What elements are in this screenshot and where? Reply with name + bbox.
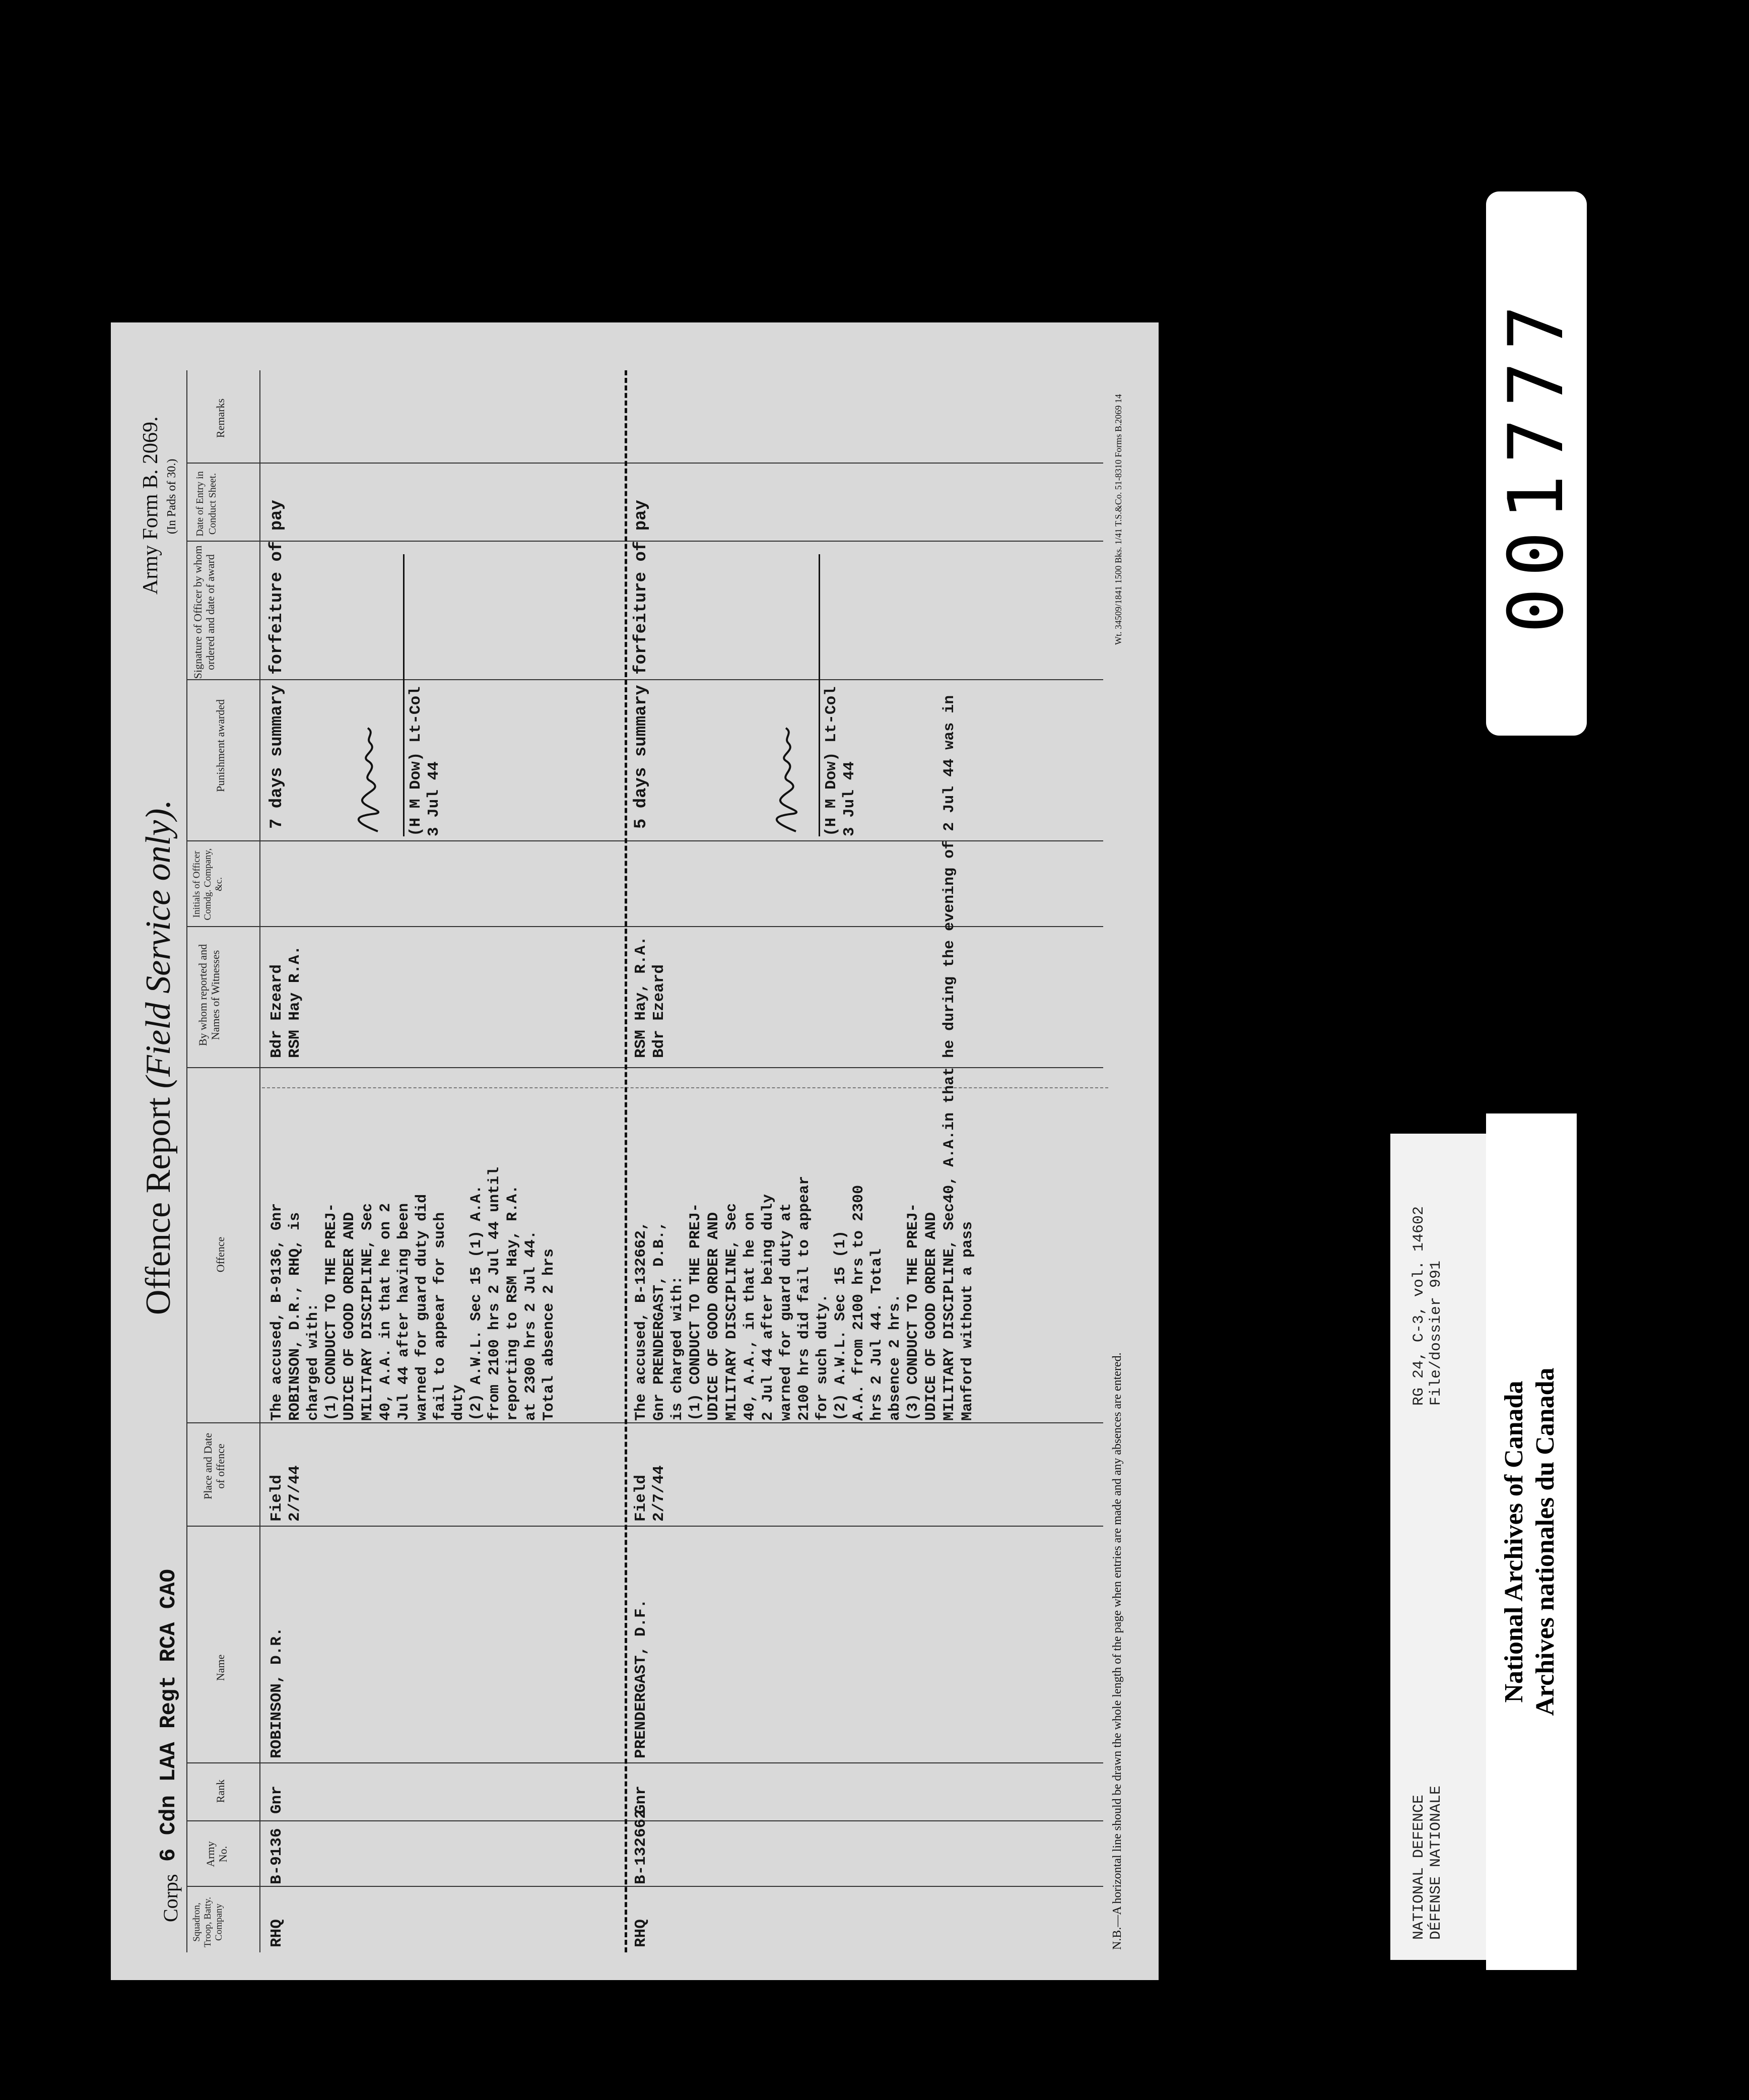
entry-2-rank: Gnr (632, 1786, 650, 1814)
entry-2-signature-rule (819, 554, 820, 836)
nac-name-en: National Archives of Canada (1500, 1381, 1528, 1703)
col-header-place-date: Place and Date of offence (201, 1433, 227, 1499)
dept-fr: DÉFENSE NATIONALE (1428, 1785, 1445, 1940)
col-header-squadron: Squadron, Troop, Batty. Company (191, 1897, 224, 1947)
frame-number-label (1486, 191, 1587, 736)
offence-report-form (111, 322, 1159, 1980)
entry-1-signature-rule (403, 554, 405, 836)
entry-1-officer: (H M Dow) Lt-Col (407, 686, 425, 836)
army-form-number: Army Form B. 2069. (139, 416, 162, 595)
dept-en: NATIONAL DEFENCE (1410, 1794, 1428, 1940)
entry-1-squadron: RHQ (268, 1919, 286, 1947)
entry-2-squadron: RHQ (632, 1919, 650, 1947)
report-title-sub: (Field Service only). (139, 800, 178, 1089)
entry-1-name: ROBINSON, D.R. (268, 1627, 286, 1758)
nac-name-fr: Archives nationales du Canada (1531, 1367, 1560, 1716)
footnote: N.B.—A horizontal line should be drawn the whole length of the page when entries are made and any absences are entered. (1111, 1352, 1124, 1950)
entry-2-army-no: B-132662 (632, 1809, 650, 1884)
col-header-offence: Offence (214, 1236, 227, 1273)
entry-1-date: 2/7/44 (286, 1465, 304, 1522)
corps-label: Corps (159, 1874, 182, 1922)
entry-2-punishment: 5 days summary forfeiture of pay (632, 500, 651, 829)
col-header-name: Name (214, 1654, 227, 1681)
national-archives-text (1486, 1113, 1577, 1970)
entry-1-rank: Gnr (268, 1786, 286, 1814)
entry-2-award-date: 3 Jul 44 (841, 761, 858, 836)
entry-2-offence: The accused, B-132662, Gnr PRENDERGAST, D.B., is charged with: (1) CONDUCT TO THE PREJ- UDICE OF GOOD ORDER AND MILITARY DISCIPLINE, Sec 40, A.A., in that he on 2 Jul 44 after being duly warned for guard duty at 2100 hrs did fail to appear for such duty. (2) A.W.L. Sec 15 (1) A.A. from 2100 hrs to 2300 hrs 2 Jul 44. Total absence 2 hrs. (3) CONDUCT TO THE PREJ- UDICE OF GOOD ORDER AND MILITARY DISCIPLINE, Sec40, A.A.in that he during the evening of 2 Jul 44 was in Manford without a pass (633, 695, 976, 1421)
col-header-punishment: Punishment awarded (214, 699, 227, 792)
entry-2-officer: (H M Dow) Lt-Col (823, 686, 840, 836)
col-header-signature: Signature of Officer by whom ordered and date of award (191, 545, 217, 679)
entry-1-army-no: B-9136 (268, 1828, 286, 1884)
printer-imprint: Wt. 34509/1841 1500 Bks. 1/41 T.S.&Co. 51-8310 Forms B.2069 14 (1113, 394, 1123, 645)
entry-1-signature (348, 705, 393, 836)
entry-1-award-date: 3 Jul 44 (425, 761, 443, 836)
header-top-rule (186, 370, 187, 1952)
col-header-reported-by: By whom reported and Names of Witnesses (196, 944, 222, 1046)
entry-separator (625, 370, 627, 1952)
offence-report-card (111, 322, 1159, 1980)
entry-2-date: 2/7/44 (650, 1465, 668, 1522)
national-archives-label (1486, 1113, 1577, 1970)
report-title (139, 800, 179, 1315)
entry-2-reported-by: RSM Hay, R.A. Bdr Ezeard (632, 936, 668, 1058)
archive-reference-1: RG 24, C-3, vol. 14602 (1410, 1206, 1428, 1406)
corps-value: 6 Cdn LAA Regt RCA CAO (156, 1569, 181, 1862)
col-header-army-no: Army No. (204, 1841, 229, 1867)
frame-number: 001777 (1493, 294, 1580, 633)
col-rule-4 (186, 1526, 1103, 1527)
col-header-date-entry: Date of Entry in Conduct Sheet. (194, 471, 218, 537)
pad-note: (In Pads of 30.) (165, 458, 178, 534)
col-header-remarks: Remarks (214, 398, 227, 438)
col-rule-5 (186, 1422, 1103, 1423)
entry-1-offence: The accused, B-9136, Gnr ROBINSON, D.R., RHQ, is charged with: (1) CONDUCT TO THE PREJ- UDICE OF GOOD ORDER AND MILITARY DISCIPLINE, Sec 40, A.A. in that he on 2 Jul 44 after having been warned for guard duty did fail to appear for such duty (2) A.W.L. Sec 15 (1) A.A. from 2100 hrs 2 Jul 44 until reporting to RSM Hay, R.A. at 2300 hrs 2 Jul 44. Total absence 2 hrs (268, 1166, 558, 1421)
col-rule-1 (186, 1886, 1103, 1887)
entry-1-punishment: 7 days summary forfeiture of pay (267, 500, 287, 829)
col-header-initials: Initials of Officer Comdg. Company, &c. (191, 848, 224, 921)
archive-reference-text (1390, 1134, 1486, 1960)
col-header-rank: Rank (214, 1779, 227, 1803)
report-title-main: Offence Report (139, 1097, 178, 1315)
entry-2-signature (766, 705, 811, 836)
entry-1-reported-by: Bdr Ezeard RSM Hay R.A. (268, 945, 304, 1058)
col-rule-3 (186, 1762, 1103, 1763)
entry-1-place: Field (268, 1474, 286, 1522)
header-bottom-rule (259, 370, 260, 1952)
archive-reference-2: File/dossier 991 (1428, 1260, 1445, 1406)
entry-2-name: PRENDERGAST, D.F. (632, 1599, 650, 1758)
archive-reference-label (1390, 1134, 1486, 1960)
col-rule-11 (186, 463, 1103, 464)
entry-2-place: Field (632, 1474, 650, 1522)
